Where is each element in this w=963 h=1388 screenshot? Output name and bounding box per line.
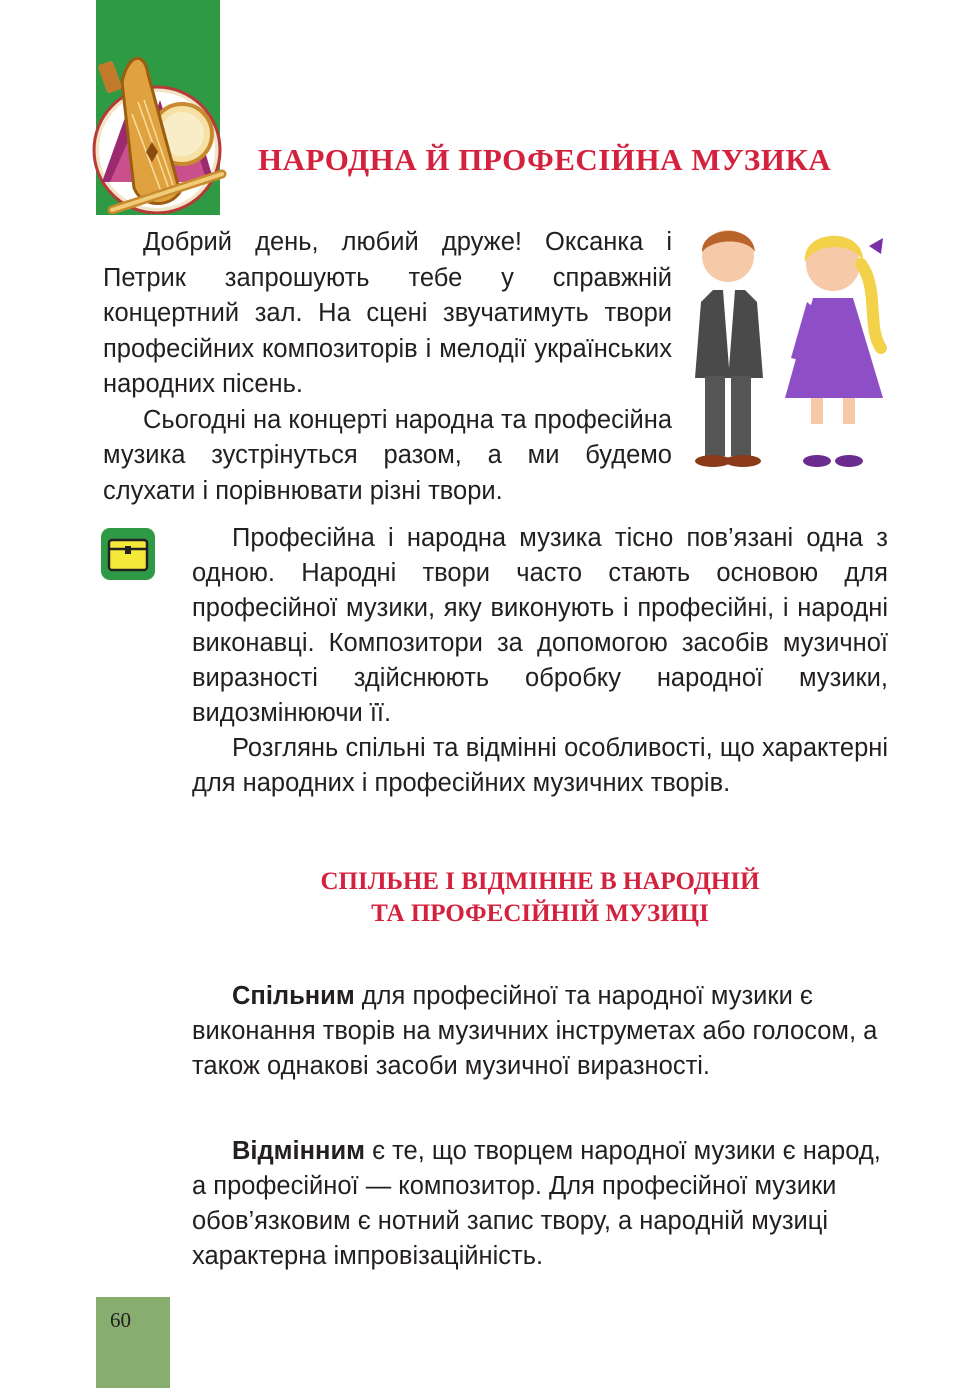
common-definition (192, 953, 888, 1109)
folk-instruments-icon (82, 42, 232, 214)
page-number: 60 (110, 1308, 131, 1332)
page-number-box (96, 1297, 170, 1388)
main-paragraph: Професійна і народна музика тісно пов’язані одна з одною. Народні твори часто стають основою для професійної музики, яку виконують і професійні, і народні виконавці. Композитори за допомогою засобів музичної виразності здійснюють обробку народної музики, видозмінюючи її. (192, 524, 888, 727)
common-term: Спільним (232, 981, 355, 1010)
difference-term: Відмінним (232, 1136, 365, 1165)
section-title (192, 866, 888, 930)
intro-paragraph: Сьогодні на концерті народна та професійна музика зустрінуться разом, а ми будемо слухати і порівнювати різні твори. (103, 405, 672, 505)
section-title-line2: ТА ПРОФЕСІЙНІЙ МУЗИЦІ (371, 900, 709, 927)
children-illustration (683, 218, 895, 478)
difference-definition (192, 1108, 888, 1299)
treasure-chest-icon (100, 527, 156, 581)
intro-paragraph: Добрий день, любий друже! Оксанка і Петрик запрошують тебе у справжній концертний зал. На сцені звучатимуть твори професійних композиторів і мелодії українських народних пісень. (103, 228, 672, 398)
main-paragraph: Розглянь спільні та відмінні особливості, що характерні для народних і професійних музичних творів. (192, 734, 888, 797)
common-text: для професійної та народної музики є виконання творів на музичних інструметах або голосом, а також однакові засоби музичної виразності. (192, 981, 878, 1080)
main-text (192, 521, 888, 801)
difference-text: є те, що творцем народної музики є народ, а професійної — композитор. Для професійної музики обов’язковим є нотний запис твору, а народній музиці характерна імпровізаційність. (192, 1136, 881, 1270)
section-title-line1: СПІЛЬНЕ І ВІДМІННЕ В НАРОДНІЙ (320, 868, 760, 895)
intro-text (103, 225, 672, 509)
page-title: НАРОДНА Й ПРОФЕСІЙНА МУЗИКА (258, 142, 832, 177)
